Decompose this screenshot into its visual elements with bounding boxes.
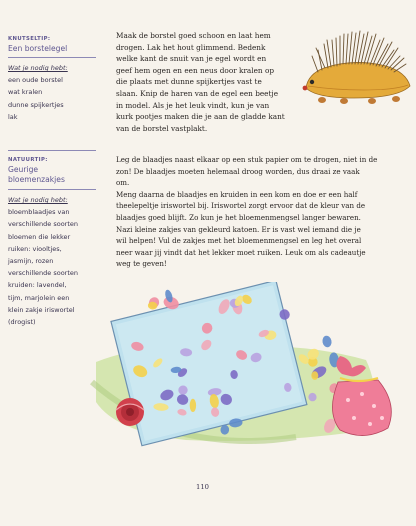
body-line: die plaats met dunne spijkertjes vast te (116, 77, 262, 87)
tip1-needs-line: dunne spijkertjes (8, 100, 64, 109)
body-line: weg te geven! (116, 259, 167, 269)
tip1-title: Een borstelegel (8, 44, 96, 58)
drying-petals-illustration (86, 282, 416, 452)
tip2-needs (8, 194, 96, 328)
tip2-needs-line: jasmijn, rozen (8, 257, 54, 266)
body-line: slaan. Knip de haren van de egel een beetje (116, 88, 279, 98)
body-line: Meng daarna de blaadjes en kruiden in een kom en doe er een half (116, 189, 358, 199)
tip2-sidebar (8, 157, 96, 328)
tip2-body (116, 154, 378, 270)
tip2-needs-line: verschillende soorten (8, 220, 79, 229)
petal (190, 399, 196, 412)
tip2-needs-line: tijm, marjolein een (8, 293, 70, 302)
body-line: Nazi kleine zakjes van gekleurd katoen. Er is vast wel iemand die je (116, 224, 361, 234)
hedgehog-brush-illustration (294, 28, 416, 110)
petal (321, 335, 332, 348)
body-line: van de borstel vastplakt. (116, 123, 208, 133)
tip2-needs-line: klein zakje iriswortel (8, 305, 75, 314)
page-number: 110 (196, 483, 209, 491)
tip1-needs-line: wat kralen (8, 88, 43, 97)
tip1-heading: KNUTSELTIP: (8, 36, 51, 42)
tip2-needs-line: kruiden: lavendel, (8, 281, 67, 290)
hedgehog-eye (310, 80, 314, 84)
tip2-title-line: bloemenzakjes (8, 175, 65, 184)
tip1-body (116, 30, 286, 134)
tip2-needs-label: Wat je nodig hebt: (8, 196, 68, 204)
tip2-heading: NATUURTIP: (8, 157, 48, 163)
tip2-title-line: Geurige (8, 165, 39, 174)
body-line: welke kant de snuit van je egel wordt en (116, 54, 267, 64)
body-line: kurk pootjes maken die je aan de gladde kant (116, 112, 285, 122)
tip2-needs-line: bloemen die lekker (8, 232, 71, 241)
body-line: Leg de blaadjes naast elkaar op een stuk papier om te drogen, niet in de (116, 155, 378, 164)
flower-sachet (332, 356, 391, 436)
divider (8, 150, 96, 151)
tip1-needs (8, 62, 96, 123)
body-line: geef hem ogen en een neus door kralen op (116, 65, 275, 75)
tip1-needs-line: lak (8, 112, 18, 121)
body-line: in model. Als je het leuk vindt, kun je van (116, 100, 270, 110)
tip2-needs-line: ruiken: viooltjes, (8, 244, 62, 253)
rose-flower (116, 398, 144, 426)
body-line: om. (116, 178, 130, 188)
body-line: blaadjes goed blijft. Zo kun je het bloemenmengsel langer bewaren. (116, 212, 361, 222)
tip1-needs-label: Wat je nodig hebt: (8, 64, 68, 72)
tip2-title (8, 165, 96, 190)
body-line: zon! De blaadjes moeten helemaal droog worden, dus draai ze vaak (116, 166, 360, 176)
tip2-needs-line: bloemblaadjes van (8, 208, 70, 217)
tip1-sidebar (8, 36, 96, 123)
hedgehog-nose (303, 86, 308, 91)
tip2-needs-line: verschillende soorten (8, 269, 79, 278)
body-line: theelepeltje iriswortel bij. Iriswortel zorgt ervoor dat de kleur van de (116, 201, 366, 211)
tip2-needs-line: (drogist) (8, 318, 36, 327)
body-line: drogen. Lak het hout glimmend. Bedenk (116, 42, 266, 52)
tip1-needs-line: een oude borstel (8, 76, 63, 85)
body-line: neer waar jij vindt dat het lekker moet ruiken. Leuk om als cadeautje (116, 247, 366, 257)
body-line: Maak de borstel goed schoon en laat hem (116, 31, 271, 40)
body-line: wil helpen! Vul de zakjes met het bloemenmengsel en leg het overal (116, 236, 362, 246)
